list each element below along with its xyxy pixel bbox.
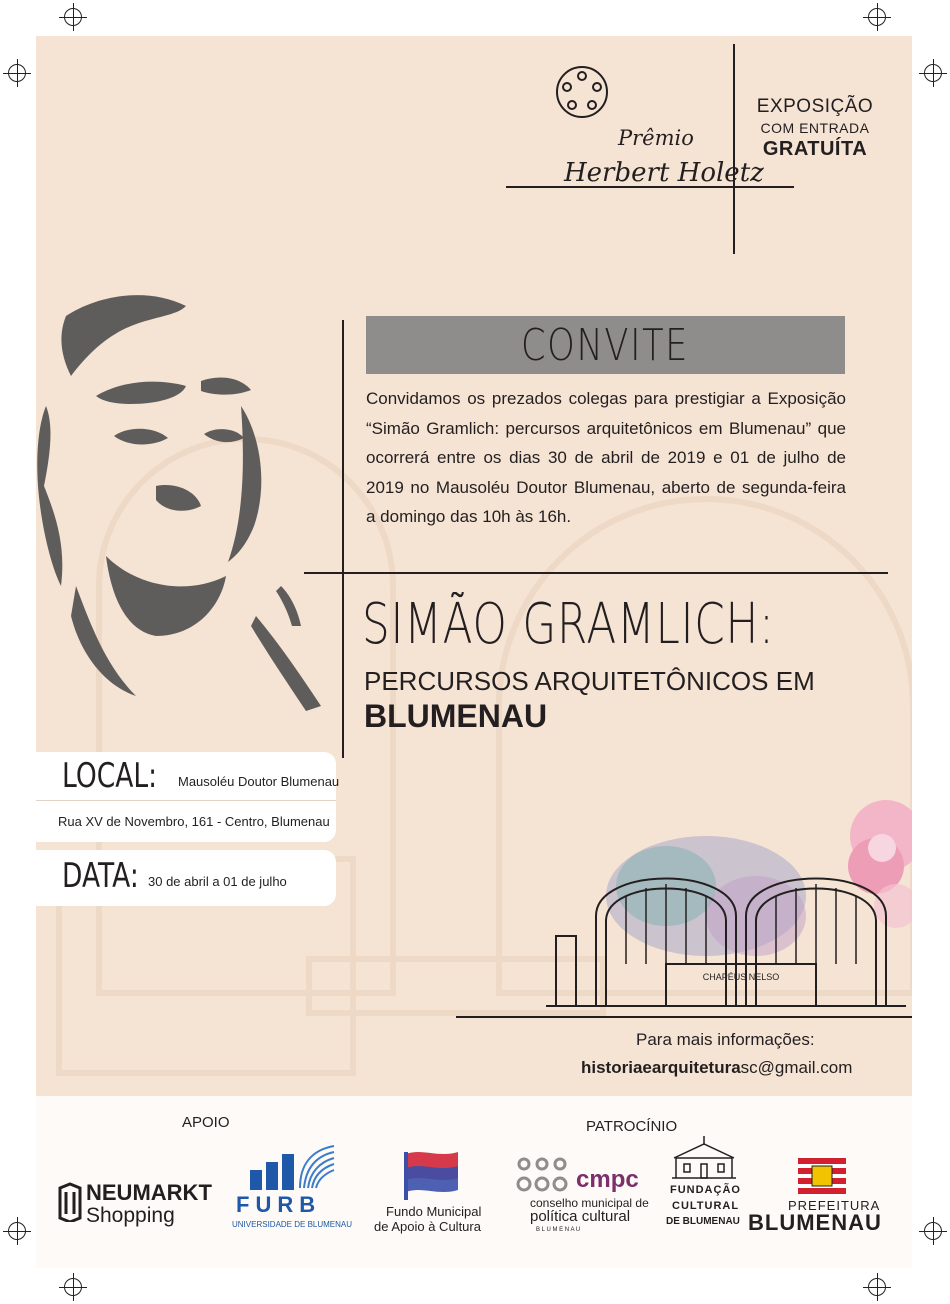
local-box: [36, 752, 340, 842]
exhibition-title: SIMÃO GRAMLICH:: [362, 592, 775, 657]
contact-email[interactable]: [581, 1058, 852, 1078]
crop-mark-bl-bottom: [64, 1278, 82, 1296]
neumarkt-icon: [58, 1182, 82, 1222]
cmpc-abbr: cmpc: [576, 1166, 639, 1193]
content-horizontal-line: [304, 572, 888, 574]
portrait-illustration: [36, 286, 326, 716]
fundacao-line3: DE BLUMENAU: [666, 1216, 740, 1227]
convite-heading: CONVITE: [521, 319, 690, 371]
crop-mark-br-bottom: [868, 1278, 886, 1296]
crop-mark-tl-top: [64, 8, 82, 26]
contact-email-rest: sc@gmail.com: [740, 1058, 853, 1077]
cmpc-line2: política cultural: [530, 1208, 631, 1225]
local-place: Mausoléu Doutor Blumenau: [178, 774, 340, 789]
fundacao-line1: FUNDAÇÃO: [670, 1184, 741, 1196]
fundo-line2: de Apoio à Cultura: [374, 1219, 481, 1234]
expo-line3: GRATUÍTA: [762, 138, 868, 160]
cmpc-line1: conselho municipal de: [530, 1196, 649, 1210]
exhibition-subtitle: PERCURSOS ARQUITETÔNICOS EM: [364, 666, 815, 696]
free-entry-notice: [740, 96, 890, 161]
content-vertical-line: [342, 320, 344, 758]
neumarkt-shopping: Shopping: [86, 1204, 175, 1227]
crop-mark-bl-left: [8, 1222, 26, 1240]
data-value: 30 de abril a 01 de julho: [148, 874, 287, 889]
fundacao-building-icon: [668, 1134, 740, 1180]
film-reel-icon: [556, 66, 608, 118]
neumarkt-name: NEUMARKT: [86, 1180, 212, 1205]
contact-label: Para mais informações:: [636, 1030, 815, 1049]
contact-email-bold: historiaearquitetura: [581, 1058, 741, 1077]
invitation-text: Convidamos os prezados colegas para prestigiar a Exposição “Simão Gramlich: percursos arquitetônicos em Blumenau” que ocorrerá entre os dias 30 de abril de 2019 e 01 de julho de 2019 no Mausoléu Doutor Blumenau, aberto de segunda-feira a domingo das 10h às 16h.: [366, 389, 846, 526]
crop-mark-tr-top: [868, 8, 886, 26]
local-divider: [36, 800, 336, 801]
prefeitura-line2: BLUMENAU: [748, 1210, 882, 1235]
fundacao-line2: CULTURAL: [672, 1200, 740, 1212]
crop-mark-tl-left: [8, 64, 26, 82]
building-sign-text: CHAPÉUS NELSO: [702, 972, 780, 982]
prefeitura-line1: PREFEITURA: [788, 1198, 881, 1213]
cmpc-dots-icon: [516, 1156, 576, 1196]
apoio-label: APOIO: [182, 1114, 230, 1131]
local-address: Rua XV de Novembro, 161 - Centro, Blumenau: [58, 814, 330, 829]
expo-line2: COM ENTRADA: [760, 120, 870, 136]
local-label: LOCAL:: [62, 756, 158, 796]
patrocinio-label: PATROCÍNIO: [586, 1118, 678, 1135]
exhibition-city: BLUMENAU: [364, 698, 548, 734]
fundo-flag-icon: [402, 1148, 462, 1200]
mausoleum-building-drawing: [536, 856, 912, 1016]
convite-heading-bar: [366, 316, 845, 374]
crop-mark-tr-right: [924, 64, 942, 82]
prize-name-line2: Herbert Holetz: [564, 158, 764, 188]
data-label: DATA:: [62, 856, 139, 896]
furb-name: FURB: [236, 1192, 322, 1217]
expo-line1: EXPOSIÇÃO: [756, 96, 874, 117]
furb-subtitle: UNIVERSIDADE DE BLUMENAU: [232, 1220, 353, 1229]
data-box: [36, 850, 336, 906]
crop-mark-br-right: [924, 1222, 942, 1240]
prize-name-line1: Prêmio: [618, 126, 694, 150]
cmpc-line3: B L U M E N A U: [536, 1227, 581, 1233]
building-ground-line: [456, 1016, 912, 1018]
poster-sheet: [36, 36, 912, 1268]
prefeitura-flag-icon: [798, 1156, 846, 1196]
fundo-line1: Fundo Municipal: [386, 1204, 482, 1219]
premio-herbert-holetz-logo: [556, 66, 764, 206]
furb-icon: [248, 1144, 338, 1190]
